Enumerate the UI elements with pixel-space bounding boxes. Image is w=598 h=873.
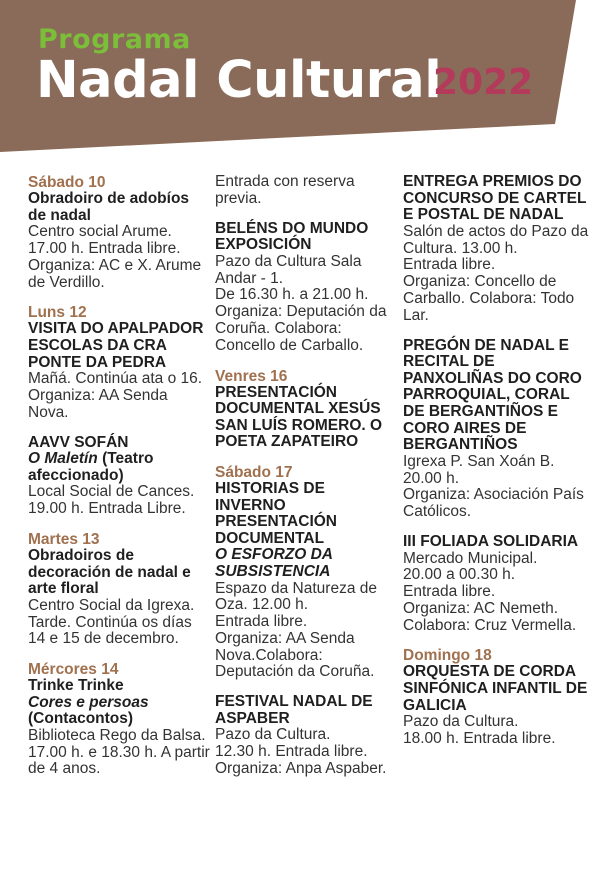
event-detail: De 16.30 h. a 21.00 h. [215, 286, 369, 304]
event-title-italic: O Maletín [28, 450, 98, 468]
program-column-1 [28, 174, 210, 791]
event-title: ORQUESTA DE CORDA SINFÓNICA INFANTIL DE GALICIA [403, 663, 588, 714]
event-detail: Salón de actos do Pazo da Cultura. 13.00 h. [403, 222, 589, 257]
event-detail: Organiza: Anpa Aspaber. [215, 760, 387, 778]
event-detail: Organiza: Concello de Carballo. Colabora: Todo Lar. [403, 273, 575, 324]
event-detail: Mercado Municipal. [403, 549, 538, 567]
event-day: Sábado 10 [28, 174, 106, 191]
event-detail: Igrexa P. San Xoán B. [403, 452, 555, 470]
event-detail: 17.00 h. Entrada libre. [28, 239, 181, 257]
event-detail: Mañá. Continúa ata o 16. [28, 370, 203, 388]
event-detail: Organiza: Asociación País Católicos. [403, 486, 584, 521]
event-detail: Pazo da Cultura. [403, 713, 519, 731]
event-detail: Colabora: Cruz Vermella. [403, 616, 577, 634]
event-detail: Centro social Arume. [28, 223, 172, 241]
event-detail: 19.00 h. Entrada Libre. [28, 500, 186, 518]
event-day: Domingo 18 [403, 647, 492, 665]
event-title: FESTIVAL NADAL DE ASPABER [215, 693, 373, 727]
event-detail: 18.00 h. Entrada libre. [403, 730, 556, 748]
event-entry [403, 647, 593, 747]
event-detail: 12.30 h. Entrada libre. [215, 743, 368, 761]
event-title-rest: (Teatro afeccionado) [28, 450, 154, 484]
event-entry [215, 368, 398, 451]
event-title: Trinke Trinke [28, 677, 124, 695]
event-title: PRESENTACIÓN DOCUMENTAL XESÚS SAN LUÍS ROMERO. O POETA ZAPATEIRO [215, 383, 383, 451]
event-subtitle: (Contacontos) [28, 710, 134, 728]
event-title-main: AAVV SOFÁN [28, 433, 129, 451]
event-entry [28, 304, 210, 421]
event-title: VISITA DO APALPADOR ESCOLAS DA CRA PONTE DA PEDRA [28, 320, 204, 371]
event-title: Obradoiros de decoración de nadal e arte floral [28, 546, 191, 598]
event-title-italic-line [215, 547, 398, 580]
event-day: Venres 16 [215, 367, 288, 385]
event-entry [215, 464, 398, 681]
page-title: Nadal Cultural [36, 51, 442, 110]
year-label: 2022 [433, 62, 534, 103]
event-title: III FOLIADA SOLIDARIA [403, 532, 579, 550]
event-detail: 20.00 h. [403, 469, 460, 487]
event-detail: Organiza: AA Senda Nova. [28, 386, 168, 421]
event-detail: Organiza: Deputación da Coruña. Colabora: Concello de Carballo. [215, 303, 387, 354]
event-title-italic: O ESFORZO DA SUBSISTENCIA [215, 546, 333, 580]
event-entry [215, 694, 398, 778]
event-title: ENTREGA PREMIOS DO CONCURSO DE CARTEL E POSTAL DE NADAL [403, 173, 587, 224]
event-detail: Espazo da Natureza de Oza. 12.00 h. [215, 579, 377, 614]
event-day: Martes 13 [28, 530, 100, 548]
event-entry [215, 174, 398, 208]
event-title: PREGÓN DE NADAL E RECITAL DE PANXOLIÑAS DO CORO PARROQUIAL, CORAL DE BERGANTIÑOS E CORO AIRES DE BERGANTIÑOS [403, 336, 582, 454]
event-subtitle-italic: Cores e persoas [28, 693, 149, 711]
event-detail: Entrada con reserva previa. [215, 173, 355, 207]
event-detail: Centro Social da Igrexa. Tarde. Continúa os días 14 e 15 de decembro. [28, 596, 195, 648]
event-entry [28, 531, 210, 648]
event-detail: Entrada libre. [403, 256, 496, 274]
event-entry [403, 174, 593, 325]
programa-label: Programa [38, 24, 191, 55]
event-day: Sábado 17 [215, 463, 293, 481]
event-detail: Organiza: AA Senda Nova.Colabora: Deputación da Coruña. [215, 629, 375, 681]
event-day: Mércores 14 [28, 661, 119, 679]
event-entry [403, 534, 593, 635]
event-title: HISTORIAS DE INVERNO PRESENTACIÓN DOCUMENTAL [215, 479, 338, 547]
event-detail: Pazo da Cultura. [215, 726, 331, 744]
event-detail: Pazo da Cultura Sala Andar - 1. [215, 252, 362, 287]
event-detail: Biblioteca Rego da Balsa. 17.00 h. e 18.30 h. A partir de 4 anos. [28, 726, 210, 778]
event-title: BELÉNS DO MUNDO EXPOSICIÓN [215, 219, 369, 254]
event-detail: Organiza: AC e X. Arume de Verdillo. [28, 256, 202, 291]
event-day: Luns 12 [28, 304, 87, 322]
header-banner [0, 0, 598, 170]
event-title: Obradoiro de adobíos de nadal [28, 190, 190, 224]
event-detail: Organiza: AC Nemeth. [403, 599, 559, 617]
event-entry [28, 174, 210, 291]
event-title [28, 435, 210, 485]
event-detail: Entrada libre. [215, 613, 308, 631]
event-entry [28, 661, 210, 778]
event-entry [28, 435, 210, 518]
event-entry [215, 221, 398, 355]
event-entry [403, 338, 593, 521]
event-subtitle [28, 695, 210, 712]
program-column-3 [403, 174, 593, 761]
event-detail: 20.00 a 00.30 h. [403, 566, 516, 584]
program-column-2 [215, 174, 398, 791]
event-detail: Entrada libre. [403, 583, 496, 601]
event-detail: Local Social de Cances. [28, 483, 195, 501]
